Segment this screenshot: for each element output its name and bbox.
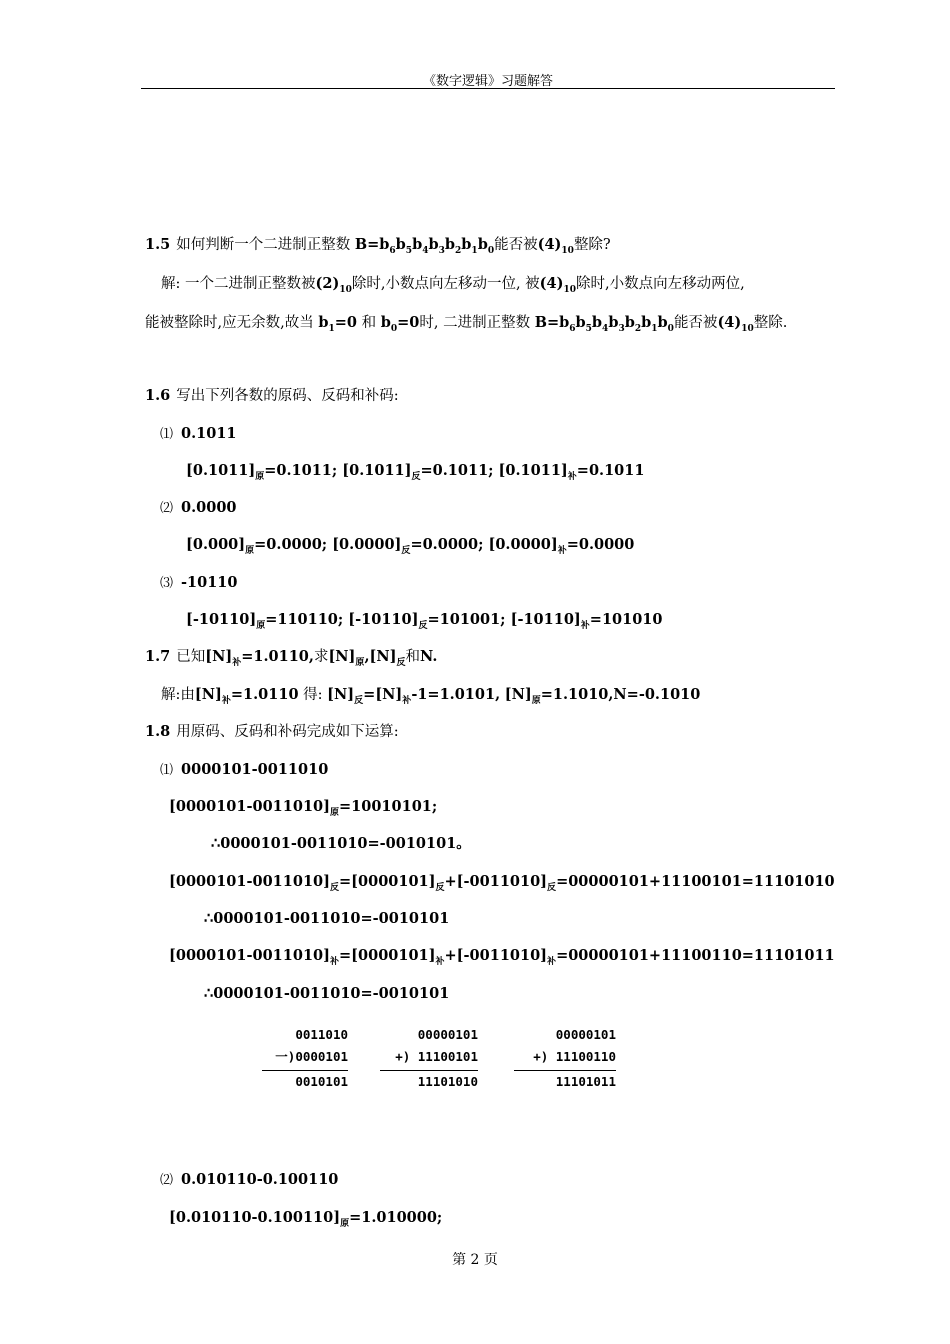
q16-item1: ⑴ 0.1011 <box>160 425 237 442</box>
q15-answer-line2: 能被整除时,应无余数,故当 $b_1=0$ 和 $b_0=0$时, 二进制正整数 $B=b_6b_5b_4b_3b_2b_1b_0$能否被$(4)_{10}$整除. <box>145 314 788 334</box>
calc-operand-mid: +) 11100101 <box>395 1049 478 1064</box>
q16-item2-codes: $[0.000]_原=0.0000$; $[0.0000]_反=0.0000$; $[0.0000]_补=0.0000$ <box>186 536 635 556</box>
calc-result: 11101010 <box>417 1074 478 1089</box>
calc-operand-top: 00000101 <box>555 1027 616 1042</box>
calc-operand-mid: +) 11100110 <box>533 1049 616 1064</box>
calc-result: 11101011 <box>555 1074 616 1089</box>
header-rule <box>141 88 835 89</box>
q18-p1-therefore3: ∴0000101-0011010=-0010101 <box>204 985 450 1002</box>
q16-item3-codes: $[-10110]_原=110110$; $[-10110]_反=101001$; $[-10110]_补=101010$ <box>186 611 663 631</box>
q18-p1-therefore1: ∴0000101-0011010=-0010101。 <box>211 835 471 852</box>
q15-number: 1.5 <box>145 236 171 253</box>
q18-part1: ⑴ 0000101-0011010 <box>160 761 329 778</box>
calc-add-fan <box>380 1024 478 1093</box>
q15-text-pre: 如何判断一个二进制正整数 <box>176 237 351 253</box>
q16-item3: ⑶ -10110 <box>160 574 238 591</box>
page-number: 第 2 页 <box>452 1252 498 1268</box>
q18-title: 1.8 用原码、反码和补码完成如下运算: <box>145 723 399 740</box>
q16-item1-codes: $[0.1011]_原=0.1011$; $[0.1011]_反=0.1011$; $[0.1011]_补=0.1011$ <box>186 462 645 482</box>
q16-item2: ⑵ 0.0000 <box>160 499 237 516</box>
q17-answer: 解:由$[N]_补=1.0110$ 得: $[N]_反=[N]_补-1=1.0101$, $[N]_原=1.1010,N=-0.1010$ <box>161 686 701 706</box>
q18-p1-therefore2: ∴0000101-0011010=-0010101 <box>204 910 450 927</box>
calc-operand-mid: 一)0000101 <box>275 1049 348 1064</box>
q18-p1-bu: $[0000101-0011010]_补=[0000101]_补+[-0011010]_补=00000101+11100110=11101011$ <box>169 947 835 967</box>
page-header: 《数字逻辑》习题解答 <box>422 74 553 89</box>
q15-B-expr: $B=b_6b_5b_4b_3b_2b_1b_0$ <box>354 236 495 256</box>
q18-part2: ⑵ 0.010110-0.100110 <box>160 1171 339 1188</box>
q16-title: 1.6 写出下列各数的原码、反码和补码: <box>145 387 399 404</box>
q17-question: 1.7 已知$[N]_补=1.0110$,求$[N]_原,[N]_反$和N. <box>145 648 438 668</box>
calc-add-bu <box>514 1024 616 1093</box>
calc-operand-top: 0011010 <box>295 1027 348 1042</box>
calc-result: 0010101 <box>295 1074 348 1089</box>
q18-p1-yuan: $[0000101-0011010]_原=10010101$; <box>169 798 438 818</box>
q15-question: 1.5 如何判断一个二进制正整数 $B=b_6b_5b_4b_3b_2b_1b_0$能否被$(4)_{10}$整除? <box>145 236 611 256</box>
calc-subtract <box>262 1024 348 1093</box>
q18-p1-fan: $[0000101-0011010]_反=[0000101]_反+[-0011010]_反=00000101+11100101=11101010$ <box>169 873 835 893</box>
q15-answer-line1: 解: 一个二进制正整数被$(2)_{10}$除时,小数点向左移动一位, 被$(4)_{10}$除时,小数点向左移动两位, <box>161 275 745 295</box>
q15-B-expr-2: $B=b_6b_5b_4b_3b_2b_1b_0$ <box>534 314 674 334</box>
q18-p2-yuan: $[0.010110-0.100110]_原=1.010000$; <box>169 1209 443 1229</box>
calc-operand-top: 00000101 <box>417 1027 478 1042</box>
